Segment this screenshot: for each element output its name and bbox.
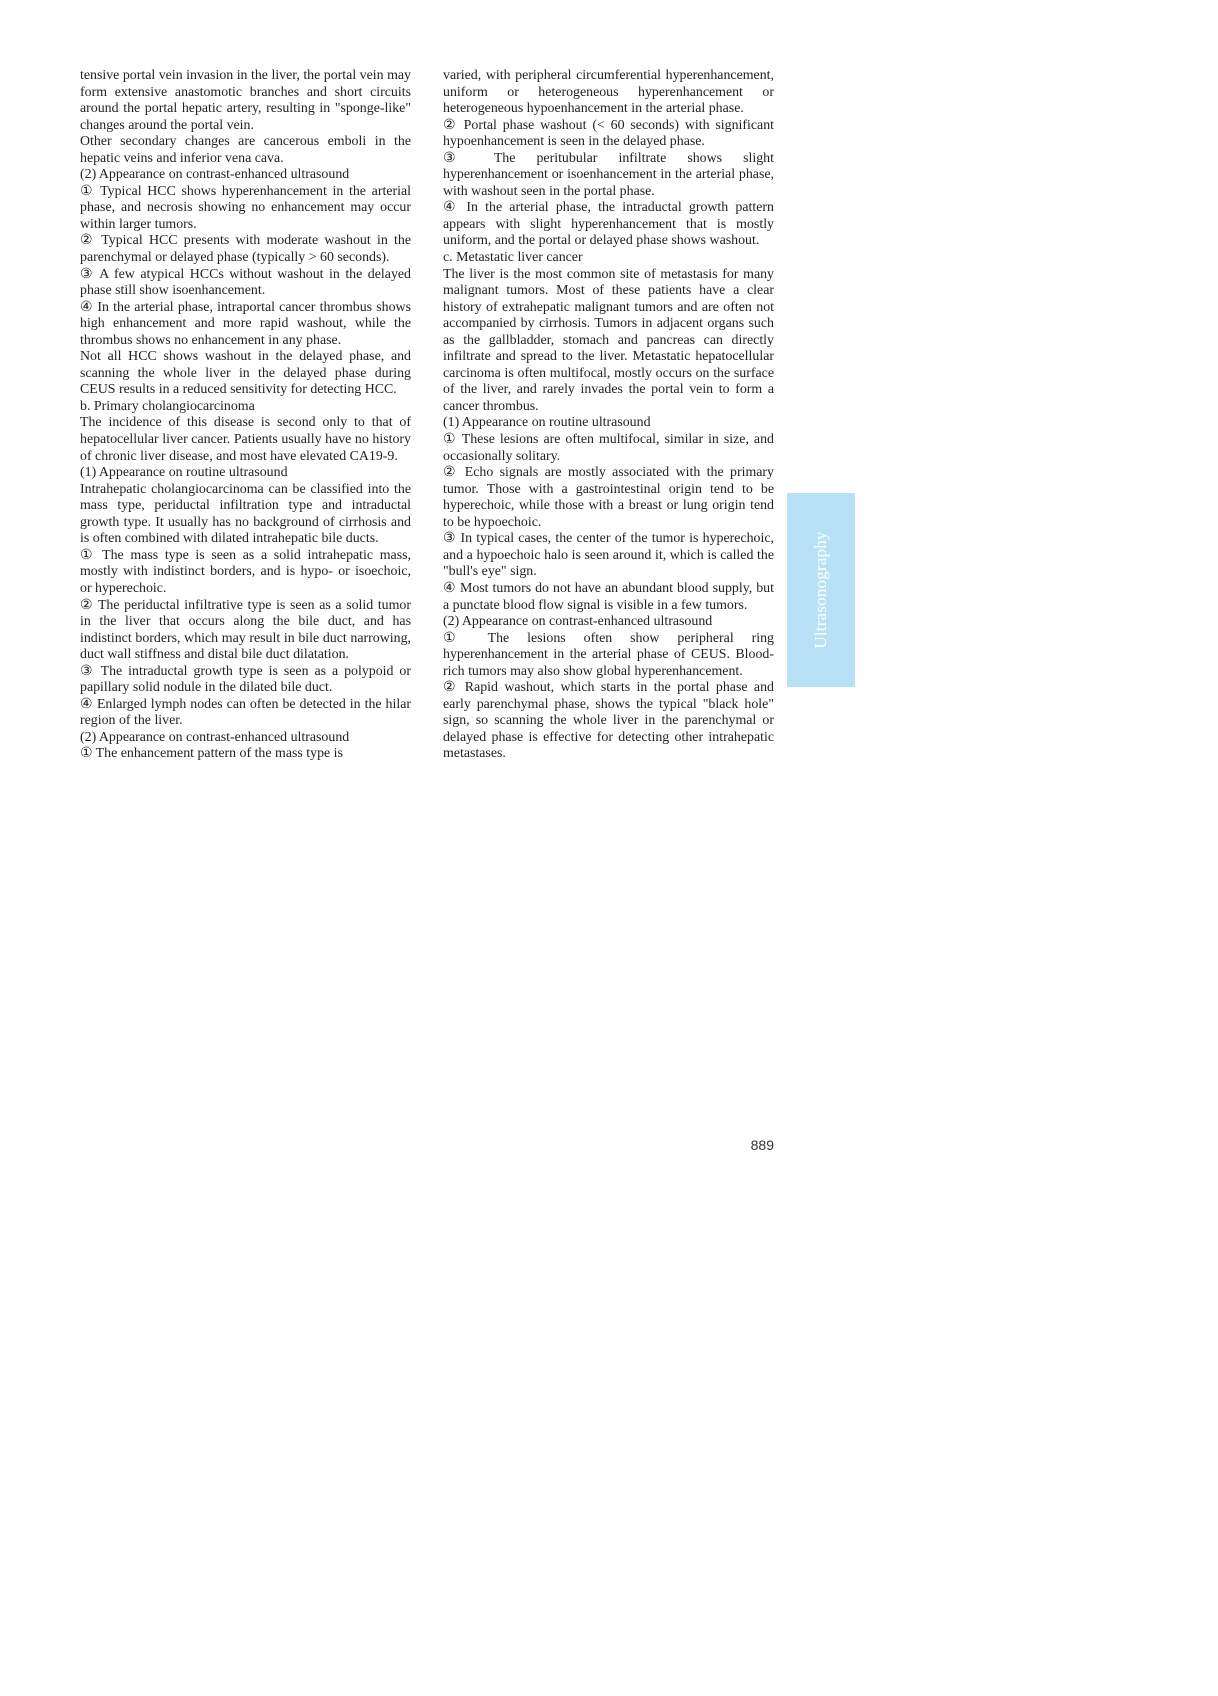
list-item: ① The lesions often show peripheral ring hyperenhancement in the arterial phase of CEUS. Blood-rich tumors may also show global hyperenhancement. (443, 630, 774, 679)
subheading: (2) Appearance on contrast-enhanced ultrasound (443, 614, 713, 630)
section-heading: b. Primary cholangiocarcinoma (80, 398, 255, 414)
list-item: ② Rapid washout, which starts in the portal phase and early parenchymal phase, shows the typical "black hole" sign, so scanning the whole liver in the parenchymal or delayed phase is effective for detecting other intrahepatic metastases. (443, 680, 774, 762)
list-item: ② Portal phase washout (< 60 seconds) with significant hypoenhancement is seen in the delayed phase. (443, 117, 774, 150)
left-text-column (80, 68, 411, 763)
subheading: (2) Appearance on contrast-enhanced ultrasound (80, 167, 350, 183)
list-item: ③ The peritubular infiltrate shows slight hyperenhancement or isoenhancement in the arterial phase, with washout seen in the portal phase. (443, 150, 774, 199)
list-item: ① The enhancement pattern of the mass type is (80, 746, 343, 762)
list-item: ④ In the arterial phase, intraportal cancer thrombus shows high enhancement and more rapid washout, while the thrombus shows no enhancement in any phase. (80, 299, 411, 348)
list-item: ① These lesions are often multifocal, similar in size, and occasionally solitary. (443, 432, 774, 464)
paragraph: The liver is the most common site of metastasis for many malignant tumors. Most of these patients have a clear history of extrahepatic malignant tumors and are often not accompanied by cirrhosis. Tumors in adjacent organs such as the gallbladder, stomach and pancreas can directly infiltrate and spread to the liver. Metastatic hepatocellular carcinoma is often multifocal, mostly occurs on the surface of the liver, and rarely invades the portal vein to form a cancer thrombus. (443, 266, 774, 414)
paragraph: Not all HCC shows washout in the delayed phase, and scanning the whole liver in the delayed phase during CEUS results in a reduced sensitivity for detecting HCC. (80, 349, 411, 398)
paragraph: tensive portal vein invasion in the liver, the portal vein may form extensive anastomotic branches and short circuits around the portal hepatic artery, resulting in "sponge-like" changes around the portal vein. (80, 68, 411, 133)
right-text-column (443, 68, 774, 763)
paragraph: Other secondary changes are cancerous emboli in the hepatic veins and inferior vena cava. (80, 134, 411, 166)
paragraph: varied, with peripheral circumferential hyperenhancement, uniform or heterogeneous hyperenhancement or heterogeneous hypoenhancement in the arterial phase. (443, 68, 774, 117)
paragraph: The incidence of this disease is second only to that of hepatocellular liver cancer. Patients usually have no history of chronic liver disease, and most have elevated CA19-9. (80, 415, 411, 464)
subheading: (1) Appearance on routine ultrasound (80, 465, 288, 481)
page-number: 889 (750, 1137, 774, 1153)
section-heading: c. Metastatic liver cancer (443, 250, 583, 266)
list-item: ① Typical HCC shows hyperenhancement in the arterial phase, and necrosis showing no enhancement may occur within larger tumors. (80, 183, 411, 232)
list-item: ④ Most tumors do not have an abundant blood supply, but a punctate blood flow signal is visible in a few tumors. (443, 580, 774, 613)
subheading: (1) Appearance on routine ultrasound (443, 415, 651, 431)
list-item: ③ A few atypical HCCs without washout in the delayed phase still show isoenhancement. (80, 266, 411, 299)
list-item: ② Typical HCC presents with moderate washout in the parenchymal or delayed phase (typically > 60 seconds). (80, 233, 411, 266)
list-item: ① The mass type is seen as a solid intrahepatic mass, mostly with indistinct borders, and is hypo- or isoechoic, or hyperechoic. (80, 547, 411, 596)
list-item: ③ The intraductal growth type is seen as a polypoid or papillary solid nodule in the dilated bile duct. (80, 663, 411, 696)
list-item: ② Echo signals are mostly associated with the primary tumor. Those with a gastrointestinal origin tend to be hyperechoic, while those with a breast or lung origin tend to be hypoechoic. (443, 465, 774, 530)
list-item: ④ Enlarged lymph nodes can often be detected in the hilar region of the liver. (80, 696, 411, 729)
list-item: ③ In typical cases, the center of the tumor is hyperechoic, and a hypoechoic halo is seen around it, which is called the "bull's eye" sign. (443, 531, 774, 580)
list-item: ② The periductal infiltrative type is seen as a solid tumor in the liver that occurs along the bile duct, and has indistinct borders, which may result in bile duct narrowing, duct wall stiffness and distal bile duct dilatation. (80, 597, 411, 663)
list-item: ④ In the arterial phase, the intraductal growth pattern appears with slight hyperenhancement that is mostly uniform, and the portal or delayed phase shows washout. (443, 200, 774, 249)
paragraph: Intrahepatic cholangiocarcinoma can be classified into the mass type, periductal infiltration type and intraductal growth type. It usually has no background of cirrhosis and is often combined with dilated intrahepatic bile ducts. (80, 481, 411, 547)
side-tab-label: Ultrasonography (811, 531, 830, 649)
chapter-side-tab (787, 493, 855, 687)
subheading: (2) Appearance on contrast-enhanced ultrasound (80, 729, 350, 745)
